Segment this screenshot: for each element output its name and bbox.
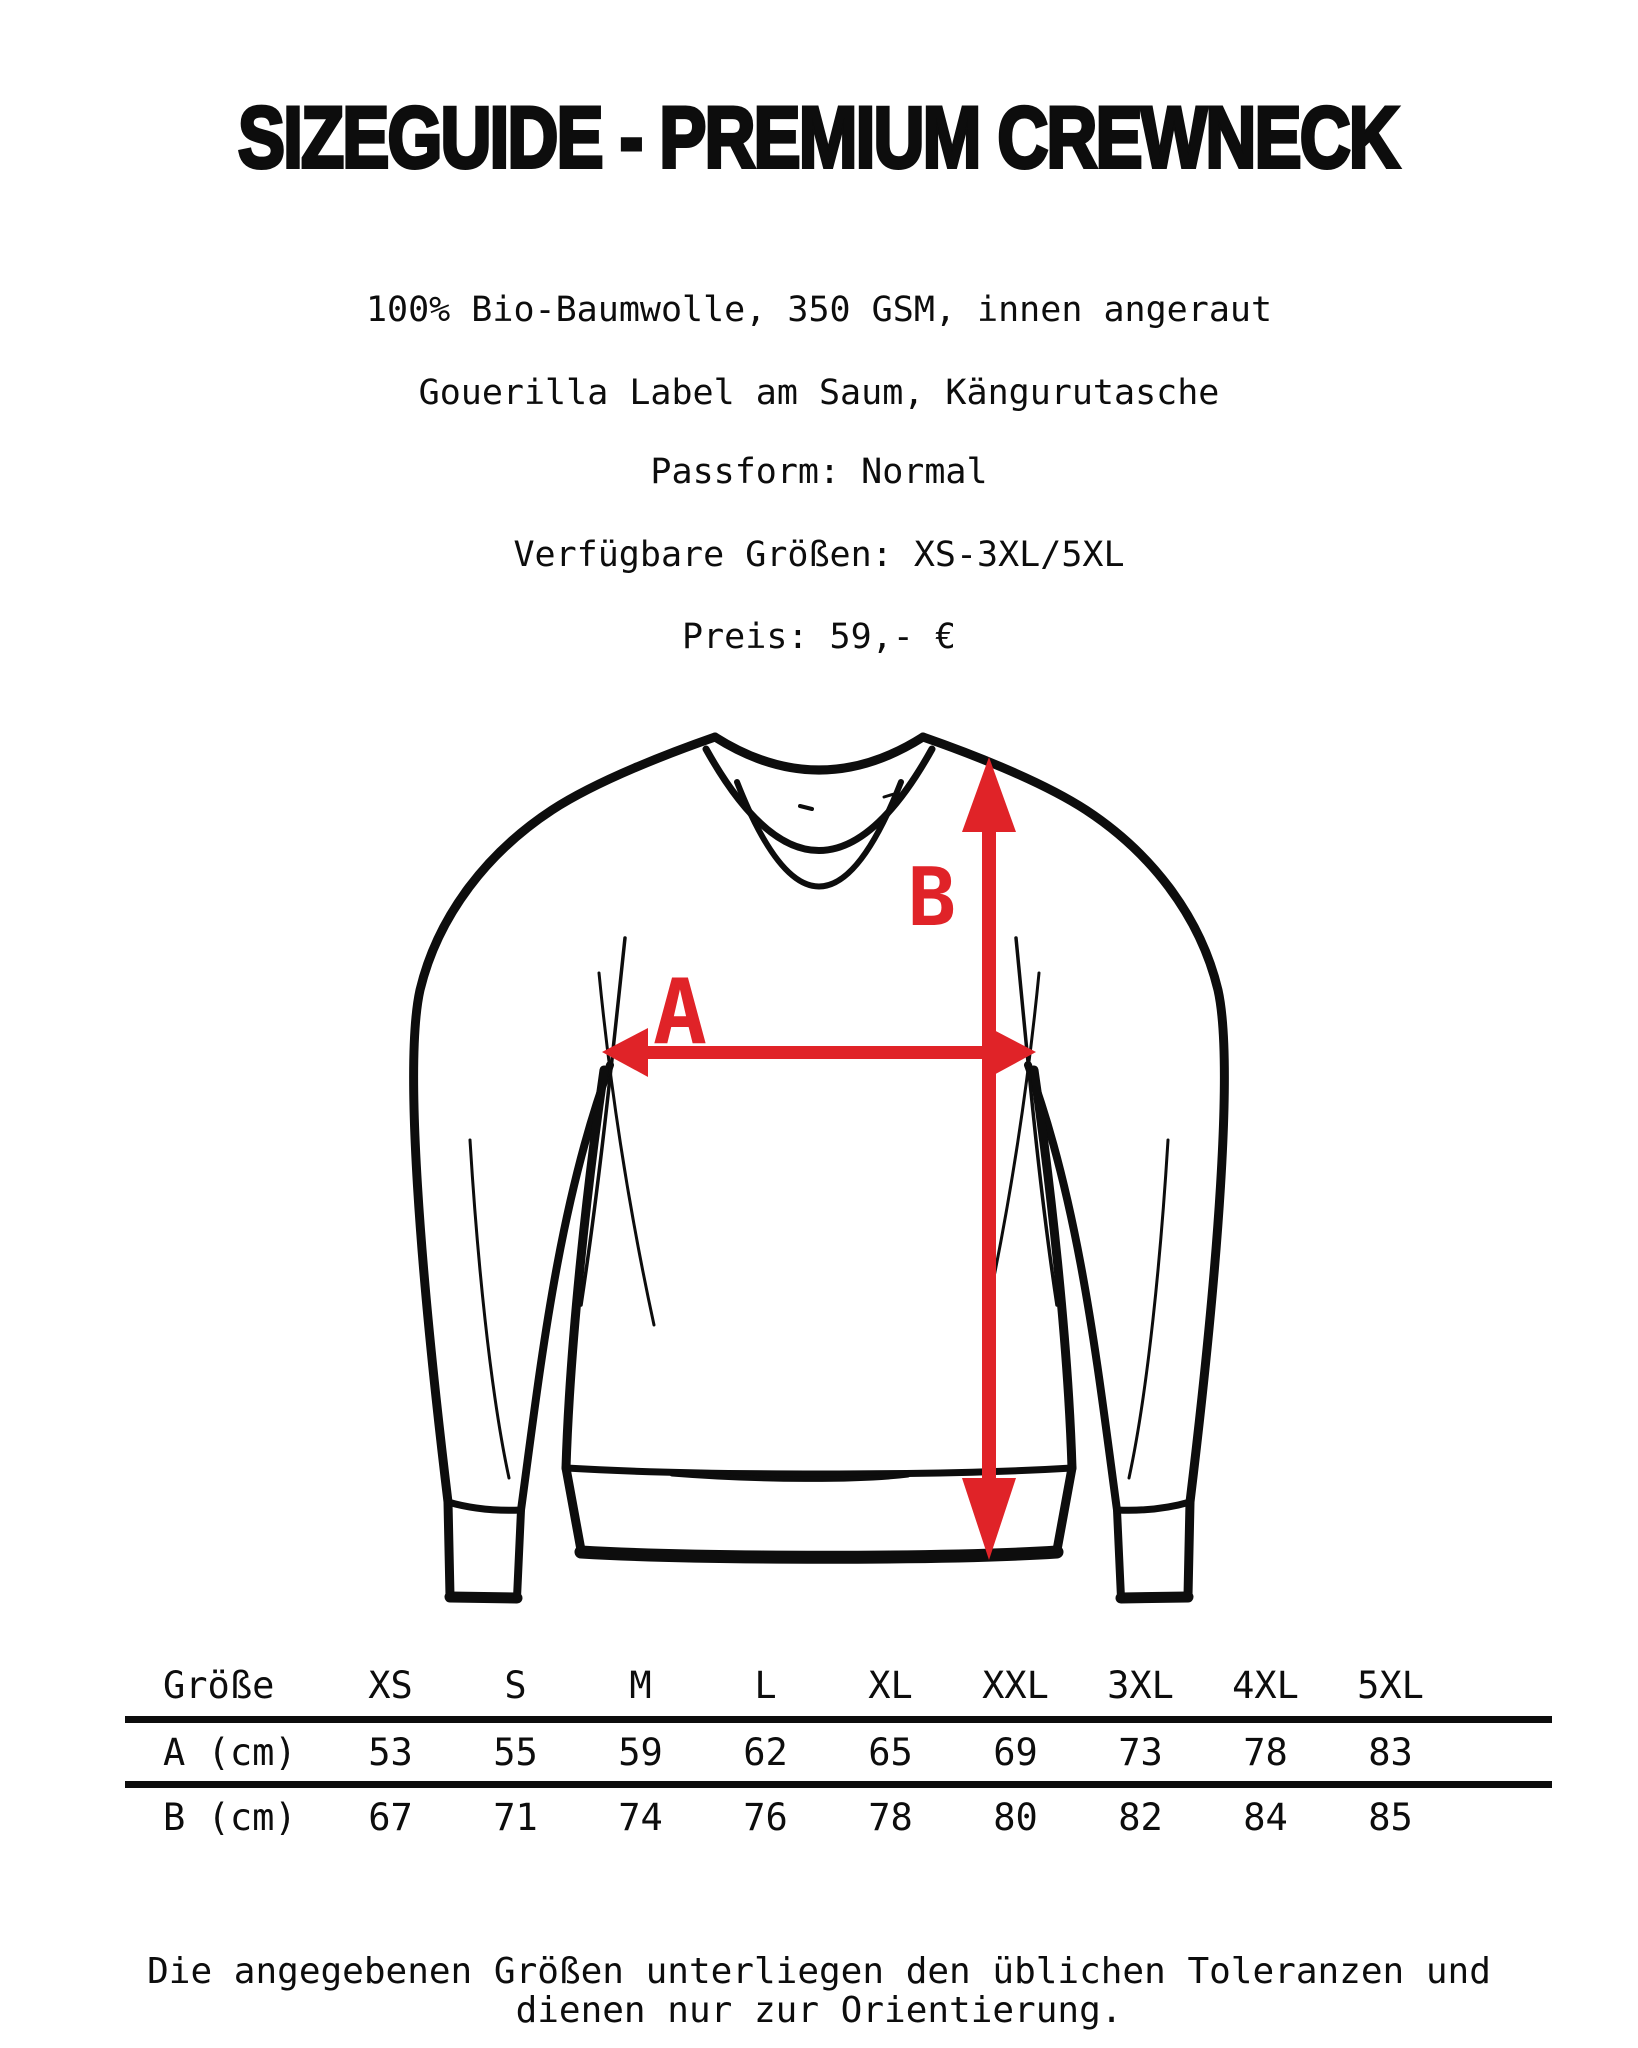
description-material: 100% Bio-Baumwolle, 350 GSM, innen angeraut <box>365 290 1273 330</box>
description-sizes: Verfügbare Größen: XS-3XL/5XL <box>513 535 1125 575</box>
row-a-4xl: 78 <box>1243 1730 1288 1774</box>
row-b-xs: 67 <box>368 1795 413 1839</box>
table-rule-2 <box>125 1781 1552 1788</box>
size-col-l: L <box>754 1664 777 1707</box>
table-rule-1 <box>125 1716 1552 1723</box>
crewneck-outline <box>414 737 1225 1598</box>
row-b-label: B (cm) <box>163 1795 297 1839</box>
row-a-5xl: 83 <box>1368 1730 1413 1774</box>
row-a-3xl: 73 <box>1118 1730 1163 1774</box>
row-a-l: 62 <box>743 1730 788 1774</box>
size-col-xl: XL <box>868 1664 913 1707</box>
size-col-5xl: 5XL <box>1357 1664 1424 1707</box>
row-b-m: 74 <box>618 1795 663 1839</box>
row-a-s: 55 <box>493 1730 538 1774</box>
size-col-m: M <box>629 1664 652 1707</box>
size-col-xxl: XXL <box>982 1664 1049 1707</box>
row-b-l: 76 <box>743 1795 788 1839</box>
size-table-header-label: Größe <box>163 1664 275 1707</box>
tolerance-note-line-1: Die angegebenen Größen unterliegen den üblichen Toleranzen und <box>147 1951 1491 1992</box>
size-col-4xl: 4XL <box>1232 1664 1299 1707</box>
size-table-row-b <box>125 1788 1552 1846</box>
row-a-label: A (cm) <box>163 1730 297 1774</box>
size-col-3xl: 3XL <box>1107 1664 1174 1707</box>
row-a-m: 59 <box>618 1730 663 1774</box>
tolerance-note-line-2: dienen nur zur Orientierung. <box>515 1990 1123 2031</box>
row-b-3xl: 82 <box>1118 1795 1163 1839</box>
measurement-arrows <box>602 757 1036 1560</box>
row-b-xl: 78 <box>868 1795 913 1839</box>
size-table-header-row <box>125 1655 1552 1716</box>
description-features: Gouerilla Label am Saum, Kängurutasche <box>418 373 1220 413</box>
row-b-s: 71 <box>493 1795 538 1839</box>
size-table <box>125 1655 1552 1846</box>
row-a-xs: 53 <box>368 1730 413 1774</box>
row-b-5xl: 85 <box>1368 1795 1413 1839</box>
width-arrow-label: A <box>652 960 708 1065</box>
size-col-s: S <box>504 1664 527 1707</box>
row-a-xxl: 69 <box>993 1730 1038 1774</box>
page-title: SIZEGUIDE - PREMIUM CREWNECK <box>238 90 1400 186</box>
length-arrow-b <box>962 757 1016 1560</box>
size-col-xs: XS <box>368 1664 413 1707</box>
description-price: Preis: 59,- € <box>682 617 956 657</box>
row-a-xl: 65 <box>868 1730 913 1774</box>
size-table-row-a <box>125 1723 1552 1781</box>
row-b-4xl: 84 <box>1243 1795 1288 1839</box>
row-b-xxl: 80 <box>993 1795 1038 1839</box>
length-arrow-label: B <box>907 851 957 944</box>
description-fit: Passform: Normal <box>650 452 988 492</box>
